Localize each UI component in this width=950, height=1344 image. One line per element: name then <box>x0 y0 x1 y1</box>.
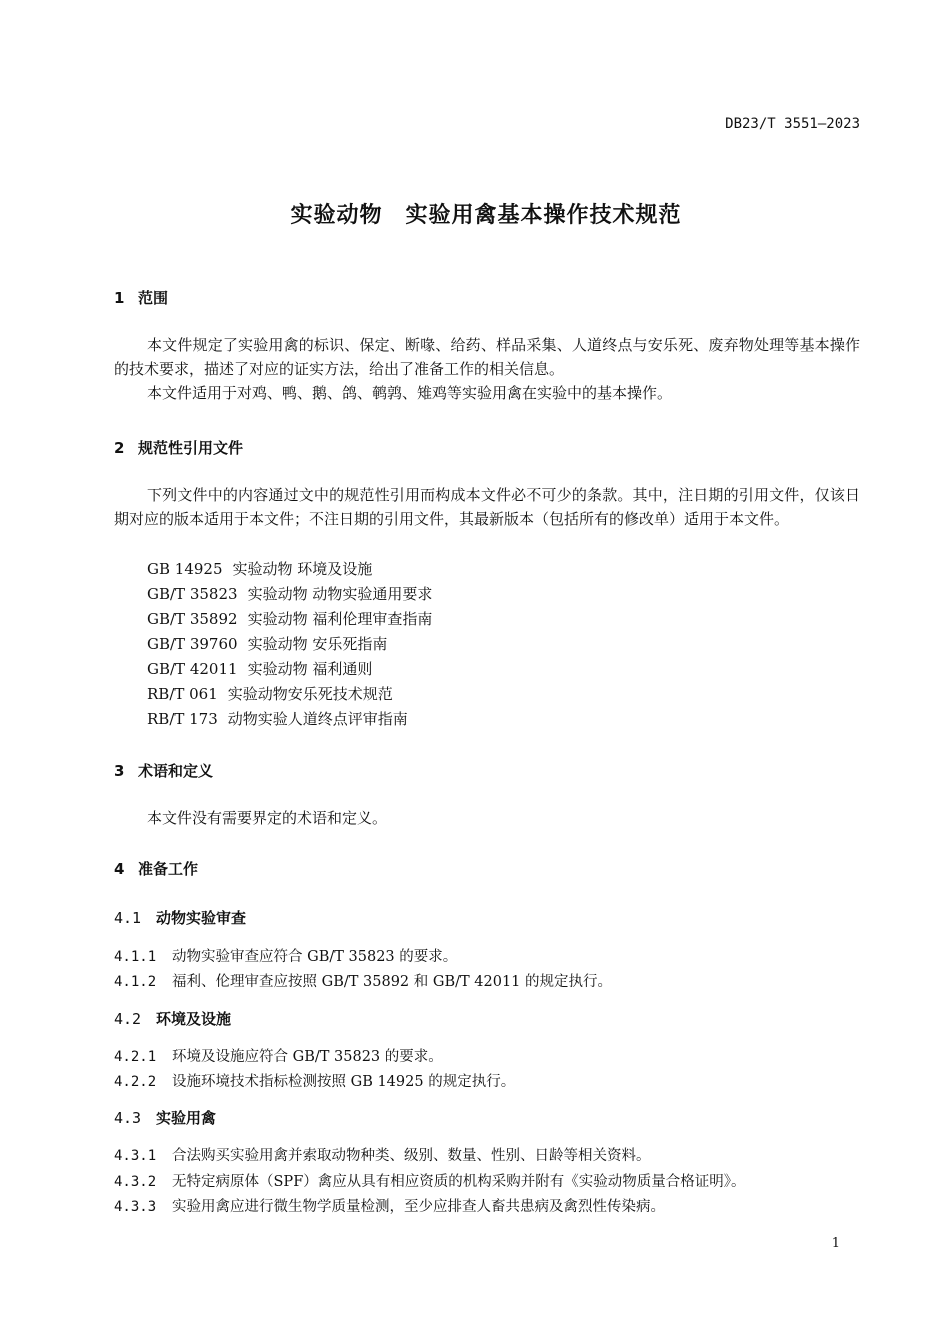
reference-code: RB/T 173 <box>147 710 218 728</box>
clause-text: 实验用禽应进行微生物学质量检测，至少应排查人畜共患病及禽烈性传染病。 <box>172 1199 665 1215</box>
section-3-body <box>114 806 860 830</box>
section-number: 3 <box>114 762 125 780</box>
section-number: 4 <box>114 860 125 878</box>
clause-number: 4.1.2 <box>114 974 157 990</box>
reference-code: GB 14925 <box>147 560 223 578</box>
subsection-number: 4.3 <box>114 1109 142 1127</box>
section-3-heading <box>114 760 213 781</box>
document-code: DB23/T 3551—2023 <box>725 116 860 132</box>
clause-4-1-2 <box>114 970 612 991</box>
clause-number: 4.2.1 <box>114 1049 157 1065</box>
clause-text: 福利、伦理审查应按照 GB/T 35892 和 GB/T 42011 的规定执行。 <box>172 974 612 990</box>
reference-title: 实验动物安乐死技术规范 <box>227 685 393 703</box>
clause-number: 4.3.2 <box>114 1174 157 1190</box>
clause-4-3-2 <box>114 1170 746 1191</box>
subsection-4-2-heading <box>114 1008 231 1029</box>
clause-4-2-1 <box>114 1045 443 1066</box>
clause-text: 动物实验审查应符合 GB/T 35823 的要求。 <box>172 949 458 965</box>
subsection-4-3-heading <box>114 1107 216 1128</box>
section-2-heading <box>114 437 243 458</box>
clause-text: 合法购买实验用禽并索取动物种类、级别、数量、性别、日龄等相关资料。 <box>172 1148 651 1164</box>
clause-text: 设施环境技术指标检测按照 GB 14925 的规定执行。 <box>172 1074 516 1090</box>
clause-4-2-2 <box>114 1070 515 1091</box>
document-title: 实验动物 实验用禽基本操作技术规范 <box>290 203 682 228</box>
clause-text: 无特定病原体（SPF）禽应从具有相应资质的机构采购并附有《实验动物质量合格证明》。 <box>172 1174 746 1190</box>
section-1-heading <box>114 287 168 308</box>
section-4-heading <box>114 858 198 879</box>
clause-number: 4.2.2 <box>114 1074 157 1090</box>
section-1-body <box>114 333 860 405</box>
reference-title: 实验动物 福利伦理审查指南 <box>247 610 433 628</box>
reference-code: GB/T 35892 <box>147 610 238 628</box>
section-title: 范围 <box>138 289 169 307</box>
reference-item <box>147 682 432 707</box>
section-number: 2 <box>114 439 125 457</box>
paragraph: 本文件适用于对鸡、鸭、鹅、鸽、鹌鹑、雉鸡等实验用禽在实验中的基本操作。 <box>147 384 673 402</box>
clause-text: 环境及设施应符合 GB/T 35823 的要求。 <box>172 1049 443 1065</box>
reference-item <box>147 632 432 657</box>
clause-4-3-3 <box>114 1195 665 1216</box>
paragraph: 本文件没有需要界定的术语和定义。 <box>147 809 388 827</box>
reference-title: 动物实验人道终点评审指南 <box>227 710 408 728</box>
reference-title: 实验动物 动物实验通用要求 <box>247 585 433 603</box>
reference-code: RB/T 061 <box>147 685 218 703</box>
reference-title: 实验动物 环境及设施 <box>232 560 373 578</box>
subsection-title: 环境及设施 <box>156 1010 232 1028</box>
paragraph: 下列文件中的内容通过文中的规范性引用而构成本文件必不可少的条款。其中，注日期的引用文件，仅该日期对应的版本适用于本文件；不注日期的引用文件，其最新版本（包括所有的修改单）适用于本文件。 <box>114 486 860 528</box>
section-title: 准备工作 <box>138 860 199 878</box>
clause-4-1-1 <box>114 945 457 966</box>
reference-list <box>147 557 432 732</box>
reference-code: GB/T 39760 <box>147 635 238 653</box>
reference-item <box>147 582 432 607</box>
section-2-body <box>114 483 860 531</box>
section-title: 规范性引用文件 <box>138 439 244 457</box>
reference-code: GB/T 42011 <box>147 660 238 678</box>
clause-number: 4.3.1 <box>114 1148 157 1164</box>
section-number: 1 <box>114 289 125 307</box>
subsection-4-1-heading <box>114 907 246 928</box>
subsection-number: 4.1 <box>114 909 142 927</box>
reference-item <box>147 707 432 732</box>
paragraph: 本文件规定了实验用禽的标识、保定、断喙、给药、样品采集、人道终点与安乐死、废弃物处理等基本操作的技术要求，描述了对应的证实方法，给出了准备工作的相关信息。 <box>114 336 860 378</box>
clause-number: 4.3.3 <box>114 1199 157 1215</box>
subsection-title: 实验用禽 <box>156 1109 217 1127</box>
reference-item <box>147 657 432 682</box>
page-number: 1 <box>831 1236 840 1251</box>
subsection-number: 4.2 <box>114 1010 142 1028</box>
reference-code: GB/T 35823 <box>147 585 238 603</box>
section-title: 术语和定义 <box>138 762 214 780</box>
reference-item <box>147 607 432 632</box>
reference-title: 实验动物 安乐死指南 <box>247 635 388 653</box>
subsection-title: 动物实验审查 <box>156 909 247 927</box>
clause-number: 4.1.1 <box>114 949 157 965</box>
reference-item <box>147 557 432 582</box>
clause-4-3-1 <box>114 1144 651 1165</box>
reference-title: 实验动物 福利通则 <box>247 660 373 678</box>
